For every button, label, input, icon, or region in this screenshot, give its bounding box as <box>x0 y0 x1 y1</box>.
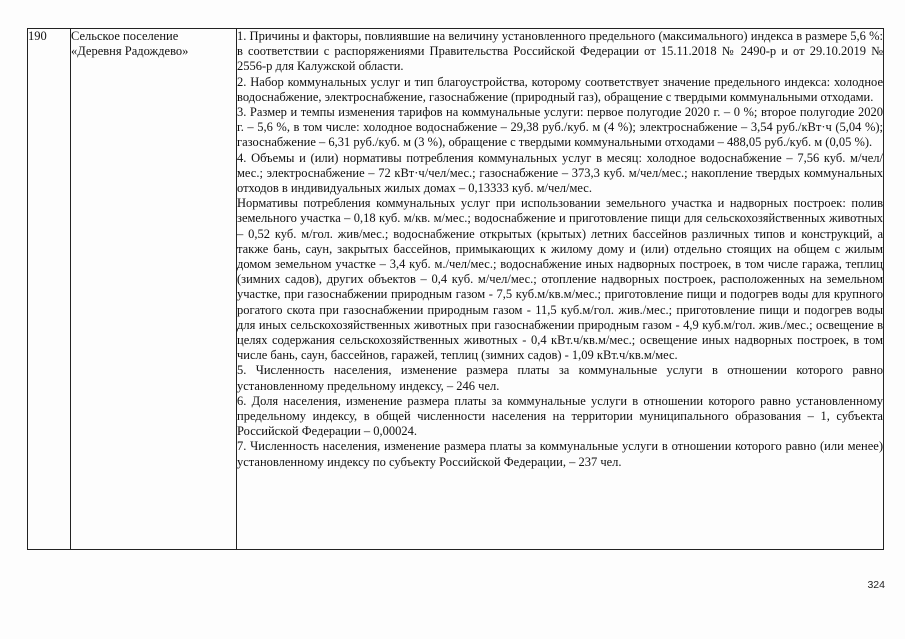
paragraph-population-share: 6. Доля населения, изменение размера платы за коммунальные услуги в отношении которого равно установленному предельному индексу, в общей численности населения на территории муниципального образования – 1, субъекта Российской Федерации – 0,00024. <box>237 393 883 439</box>
description-cell <box>237 29 884 550</box>
row-number-cell <box>28 29 71 550</box>
paragraph-population-below-index: 7. Численность населения, изменение размера платы за коммунальные услуги в отношении которого равно (или менее) установленному индексу по субъекту Российской Федерации, – 237 чел. <box>237 439 883 469</box>
tariff-table <box>27 28 884 550</box>
paragraph-population-count: 5. Численность населения, изменение размера платы за коммунальные услуги в отношении которого равно установленному предельному индексу, – 246 чел. <box>237 363 883 393</box>
settlement-name-cell <box>71 29 237 550</box>
row-number: 190 <box>28 29 47 43</box>
paragraph-services-set: 2. Набор коммунальных услуг и тип благоустройства, которому соответствует значение предельного индекса: холодное водоснабжение, электроснабжение, газоснабжение (природный газ), обращение с твердыми коммунальными отходами. <box>237 74 883 104</box>
page-number: 324 <box>867 579 885 591</box>
paragraph-tariffs: 3. Размер и темпы изменения тарифов на коммунальные услуги: первое полугодие 2020 г. – 0 %; второе полугодие 2020 г. – 5,6 %, в том числе: холодное водоснабжение – 29,38 руб./куб. м (4 %); электроснабжение – 3,54 руб./кВт·ч (5,04 %); газоснабжение – 6,31 руб./куб. м (3 %), обращение с твердыми коммунальными отходами – 488,05 руб./куб. м (0,05 %). <box>237 105 883 150</box>
paragraph-land-norms: Нормативы потребления коммунальных услуг при использовании земельного участка и надворных построек: полив земельного участка – 0,18 куб. м/кв. м/мес.; водоснабжение и приготовление пищи для сельскохозяйственных животных – 0,52 куб. м/гол. жив/мес.; водоснабжение открытых (крытых) летних бассейнов различных типов и конструкций, а также бань, саун, закрытых бассейнов, примыкающих к жилому дому и (или) отдельно стоящих на общем с жилым домом земельном участке – 3,4 куб. м./чел/мес.; водоснабжение иных надворных построек, в том числе гаража, теплиц (зимних садов), других объектов – 0,4 куб. м/чел/мес.; отопление надворных построек, расположенных на земельном участке, при газоснабжении природным газом - 7,5 куб.м/кв.м/мес.; приготовление пищи и подогрев воды для крупного рогатого скота при газоснабжении природным газом - 11,5 куб.м/гол. жив./мес.; приготовление пищи и подогрев воды для иных сельскохозяйственных животных при газоснабжении природным газом - 4,9 куб.м/гол. жив./мес.; освещение в целях содержания сельскохозяйственных животных - 0,4 кВт.ч/кв.м/мес.; освещение иных надворных построек, в том числе бань, саун, бассейнов, гаражей, теплиц (зимних садов) - 1,09 кВт.ч/кв.м/мес. <box>237 196 883 363</box>
paragraph-reasons: 1. Причины и факторы, повлиявшие на величину установленного предельного (максимального) индекса в размере 5,6 %: в соответствии с распоряжениями Правительства Российской Федерации от 15.11.2018 № 2490-р и от 29.10.2019 № 2556-р для Калужской области. <box>237 29 883 74</box>
settlement-name: «Деревня Радождево» <box>71 44 189 59</box>
settlement-type: Сельское поселение <box>71 29 179 43</box>
paragraph-consumption-volumes: 4. Объемы и (или) нормативы потребления коммунальных услуг в месяц: холодное водоснабжение – 7,56 куб. м/чел/мес.; электроснабжение – 72 кВт·ч/чел/мес.; газоснабжение – 373,3 куб. м/чел/мес.; накопление твердых коммунальных отходов в индивидуальных жилых домах – 0,13333 куб. м/чел/мес. <box>237 150 883 196</box>
table-row <box>28 29 884 550</box>
